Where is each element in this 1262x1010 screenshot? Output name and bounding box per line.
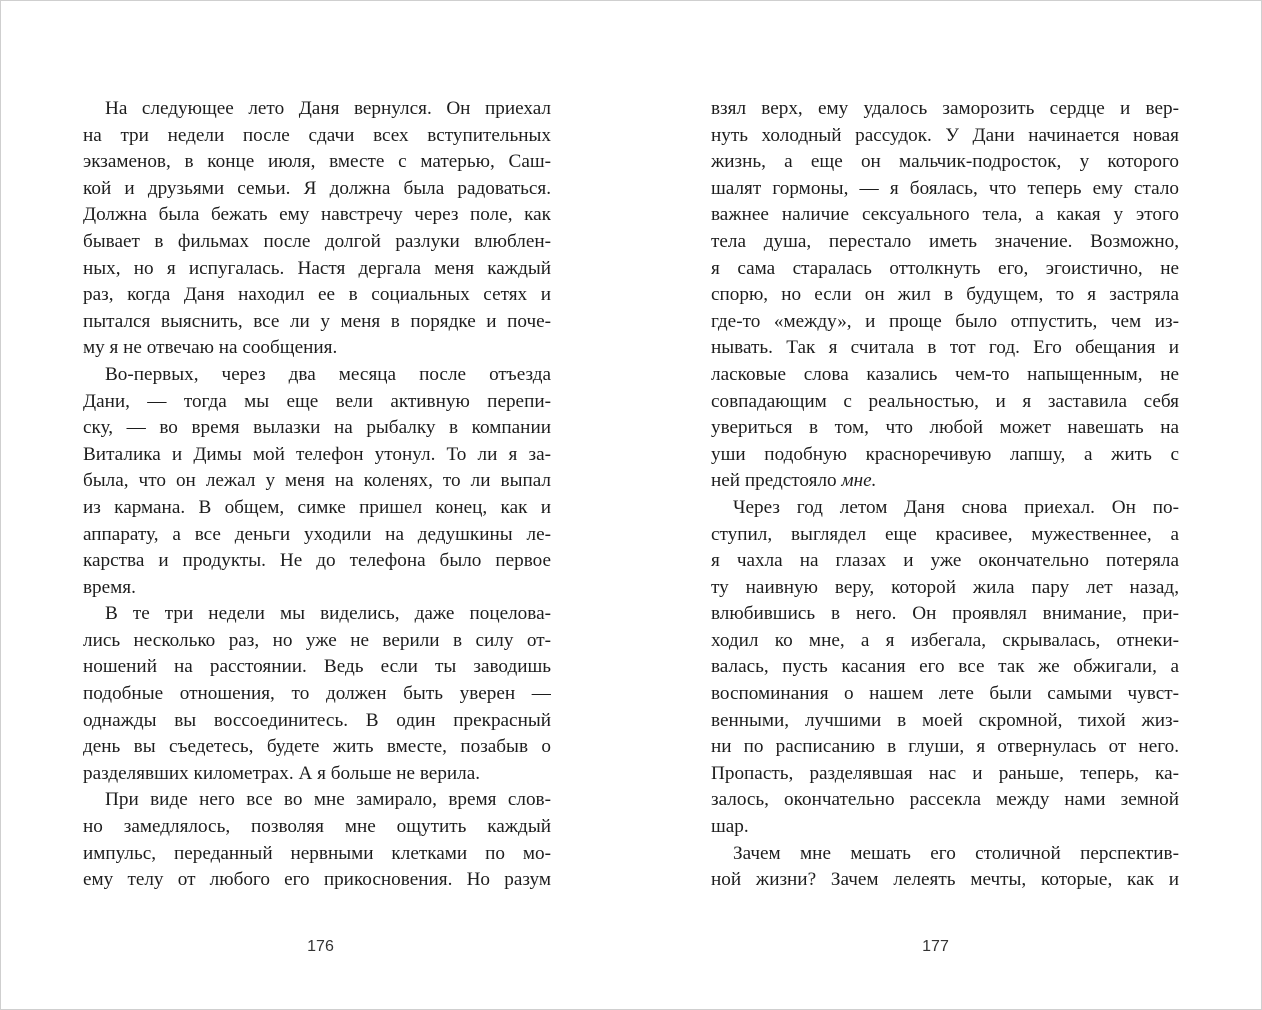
text-line — [83, 814, 551, 841]
text-line — [83, 202, 551, 229]
text-line — [711, 256, 1179, 283]
text-line-content: В те три недели мы виделись, даже поцелова- — [105, 603, 551, 625]
text-line — [711, 123, 1179, 150]
text-line-content: жизнь, а еще он мальчик-подросток, у которого — [711, 151, 1179, 173]
text-line-content: пытался выяснить, все ли у меня в порядке и поче- — [83, 310, 551, 332]
text-line — [83, 708, 551, 735]
text-line — [83, 415, 551, 442]
text-line — [711, 202, 1179, 229]
text-line-content: взял верх, ему удалось заморозить сердце и вер- — [711, 98, 1179, 119]
text-line — [711, 681, 1179, 708]
text-line — [711, 442, 1179, 469]
text-line — [83, 867, 551, 894]
text-line-content: увериться в том, что любой может навешать на — [711, 417, 1179, 439]
text-line-content: венными, лучшими в моей скромной, тихой жиз- — [711, 709, 1179, 731]
text-line-content: му я не отвечаю на сообщения. — [83, 337, 338, 359]
left-page-number: 176 — [307, 938, 334, 955]
text-line — [711, 628, 1179, 655]
text-line-content: тела душа, перестало иметь значение. Возможно, — [711, 230, 1179, 252]
text-line-content: ходил ко мне, а я избегала, скрывалась, отнеки- — [711, 629, 1179, 651]
text-line — [83, 282, 551, 309]
text-line-content: кой и друзьями семьи. Я должна была радоваться. — [83, 177, 551, 199]
text-line-content: ней предстояло — [711, 470, 842, 492]
text-line — [711, 415, 1179, 442]
text-line-content: валась, пусть касания его все так же обжигали, а — [711, 656, 1179, 678]
text-line-content: я сама старалась оттолкнуть его, эгоистично, не — [711, 257, 1179, 279]
text-line-content: ной жизни? Зачем лелеять мечты, которые, как и — [711, 869, 1179, 891]
text-line-content: воспоминания о нашем лете были самыми чувст- — [711, 683, 1179, 705]
text-line — [83, 548, 551, 575]
text-line-content: ту наивную веру, которой жила пару лет назад, — [711, 576, 1179, 598]
text-line-content: однажды вы воссоединитесь. В один прекрасный — [83, 709, 551, 731]
left-page-text — [83, 96, 551, 894]
italic-emphasis: мне. — [841, 470, 877, 492]
text-line-content: из кармана. В общем, симке пришел конец, как и — [83, 496, 551, 518]
text-line — [711, 787, 1179, 814]
text-line-content: ни по расписанию в глуши, я отвернулась от него. — [711, 736, 1179, 758]
text-line — [83, 628, 551, 655]
text-line-content: экзаменов, в конце июля, вместе с матерью, Саш- — [83, 151, 551, 173]
text-line — [83, 309, 551, 336]
text-line-content: спорю, но если он жил в будущем, то я застряла — [711, 284, 1179, 306]
text-line-content: импульс, переданный нервными клетками по мо- — [83, 842, 551, 864]
text-line — [83, 176, 551, 203]
text-line-content: была, что он лежал у меня на коленях, то ли выпал — [83, 470, 551, 492]
text-line-content: совпадающим с реальностью, и я заставила себя — [711, 390, 1179, 412]
text-line — [711, 495, 1179, 522]
text-line — [711, 575, 1179, 602]
text-line-content: где-то «между», и проще было отпустить, чем из- — [711, 310, 1179, 332]
text-line-content: ных, но я испугалась. Настя дергала меня каждый — [83, 257, 551, 279]
text-line-content: лись несколько раз, но уже не верили в силу от- — [83, 629, 551, 651]
text-line — [711, 841, 1179, 868]
text-line-content: уши подобную красноречивую лапшу, а жить с — [711, 443, 1179, 465]
text-line-content: аппарату, а все деньги уходили на дедушкины ле- — [83, 523, 551, 545]
text-line — [711, 867, 1179, 894]
text-line-content: Виталика и Димы мой телефон утонул. То ли я за- — [83, 443, 551, 465]
text-line-content: Должна была бежать ему навстречу через поле, как — [83, 204, 551, 226]
text-line — [83, 601, 551, 628]
right-page-text — [711, 96, 1179, 894]
text-line — [83, 389, 551, 416]
right-page-number: 177 — [922, 938, 949, 955]
text-line — [711, 176, 1179, 203]
text-line — [711, 548, 1179, 575]
text-line — [711, 734, 1179, 761]
text-line — [711, 468, 1179, 495]
text-line-content: раз, когда Даня находил ее в социальных сетях и — [83, 284, 551, 306]
text-line — [711, 389, 1179, 416]
text-line-content: ласковые слова казались чем-то напыщенным, не — [711, 363, 1179, 385]
text-line-content: на три недели после сдачи всех вступительных — [83, 124, 551, 146]
text-line — [83, 149, 551, 176]
text-line — [711, 708, 1179, 735]
text-line — [83, 229, 551, 256]
text-line — [83, 468, 551, 495]
text-line-content: залось, окончательно рассекла между нами земной — [711, 789, 1179, 811]
left-page — [1, 1, 632, 1009]
text-line-content: время. — [83, 576, 136, 598]
text-line-content: Пропасть, разделявшая нас и раньше, теперь, ка- — [711, 762, 1179, 784]
text-line-content: Во-первых, через два месяца после отъезда — [105, 363, 551, 385]
text-line-content: ему телу от любого его прикосновения. Но разум — [83, 869, 551, 891]
text-line-content: карства и продукты. Не до телефона было первое — [83, 550, 551, 572]
text-line-content: шалят гормоны, — я боялась, что теперь ему стало — [711, 177, 1179, 199]
text-line — [83, 575, 551, 602]
text-line-content: нывать. Так я считала в тот год. Его обещания и — [711, 337, 1179, 359]
text-line-content: шар. — [711, 816, 749, 838]
text-line-content: важнее наличие сексуального тела, а какая у этого — [711, 204, 1179, 226]
text-line — [83, 761, 551, 788]
text-line-content: Дани, — тогда мы еще вели активную перепи- — [83, 390, 551, 412]
text-line — [83, 362, 551, 389]
text-line — [83, 123, 551, 150]
text-line-content: но замедлялось, позволяя мне ощутить каждый — [83, 816, 551, 838]
text-line — [83, 841, 551, 868]
text-line — [83, 335, 551, 362]
text-line — [83, 495, 551, 522]
text-line — [83, 654, 551, 681]
text-line — [711, 362, 1179, 389]
text-line — [83, 681, 551, 708]
text-line-content: Через год летом Даня снова приехал. Он по- — [733, 496, 1179, 518]
text-line — [711, 814, 1179, 841]
text-line-content: При виде него все во мне замирало, время слов- — [105, 789, 551, 811]
text-line-content: разделявших километрах. А я больше не верила. — [83, 762, 481, 784]
text-line-content: ступил, выглядел еще красивее, мужественнее, а — [711, 523, 1179, 545]
text-line-content: нуть холодный рассудок. У Дани начинается новая — [711, 124, 1179, 146]
text-line — [83, 442, 551, 469]
text-line — [711, 282, 1179, 309]
text-line — [83, 256, 551, 283]
text-line-content: бывает в фильмах после долгой разлуки влюблен- — [83, 230, 551, 252]
text-line — [711, 335, 1179, 362]
text-line — [711, 522, 1179, 549]
text-line-content: влюбившись в него. Он проявлял внимание, при- — [711, 603, 1179, 625]
text-line — [83, 522, 551, 549]
text-line — [711, 654, 1179, 681]
text-line — [711, 229, 1179, 256]
text-line — [711, 96, 1179, 123]
text-line — [83, 787, 551, 814]
text-line — [711, 601, 1179, 628]
text-line-content: Зачем мне мешать его столичной перспектив- — [733, 842, 1179, 864]
text-line-content: подобные отношения, то должен быть уверен — — [83, 683, 551, 705]
text-line-content: день вы съедетесь, будете жить вместе, позабыв о — [83, 736, 551, 758]
text-line — [711, 149, 1179, 176]
text-line — [83, 96, 551, 123]
text-line-content: ску, — во время вылазки на рыбалку в компании — [83, 417, 551, 439]
text-line — [83, 734, 551, 761]
text-line — [711, 309, 1179, 336]
text-line-content: я чахла на глазах и уже окончательно потеряла — [711, 550, 1179, 572]
text-line — [711, 761, 1179, 788]
text-line-content: На следующее лето Даня вернулся. Он приехал — [105, 98, 551, 119]
text-line-content: ношений на расстоянии. Ведь если ты заводишь — [83, 656, 551, 678]
right-page — [632, 1, 1262, 1009]
